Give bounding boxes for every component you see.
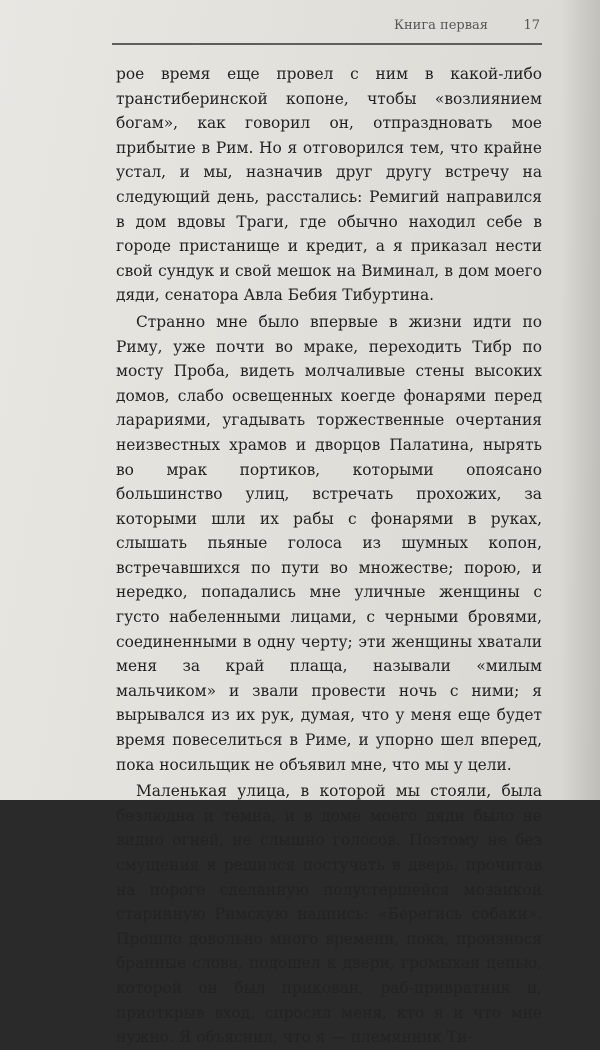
paragraph: рое время еще провел с ним в какой-либо транстиберинской копоне, чтобы «возлиянием богам», как говорил он, отпраздновать мое прибытие в Рим. Но я отговорился тем, что крайне устал, и мы, назначив друг другу встречу на следующий день, расстались: Ремигий направился в дом вдовы Траги, где обычно находил себе в городе пристанище и кредит, а я приказал нести свой сундук и свой мешок на Виминал, в дом моего дяди, сенатора Авла Бебия Тибуртина. bbox=[116, 65, 542, 305]
running-header bbox=[112, 14, 542, 44]
paragraph: Маленькая улица, в которой мы стояли, была безлюдна и темна, и в доме моего дяди было не видно огней, не слышно голосов. Поэтому не без смущения я решился постучать в дверь, прочитав на пороге сделанную полустершейся мозаикой старинную Римскую надпись: «Берегись собаки». Прошло довольно много времени, пока, произнося бранные слова, подошел к двери, громыхая цепью, которой он был прикован, раб-привратник и, приоткрыв вход, спросил меня, кто я и что мне нужно. Я объяснил, что я — племянник Ти- bbox=[116, 782, 542, 1047]
paragraph: Странно мне было впервые в жизни идти по Риму, уже почти во мраке, переходить Тибр по мосту Проба, видеть молчаливые стены высоких домов, слабо освещенных коегде фонарями перед ларариями, угадывать торжественные очертания неизвестных храмов и дворцов Палатина, нырять во мрак портиков, которыми опоясано большинство улиц, встречать прохожих, за которыми шли их рабы с фонарями в руках, слышать пьяные голоса из шумных копон, встречавшихся по пути во множестве; порою, и нередко, попадались мне уличные женщины с густо набеленными лицами, с черными бровями, соединенными в одну черту; эти женщины хватали меня за край плаща, называли «милым мальчиком» и звали провести ночь с ними; я вырывался из их рук, думая, что у меня еще будет время повеселиться в Риме, и упорно шел вперед, пока носильщик не объявил мне, что мы у цели. bbox=[116, 312, 542, 774]
page-shadow bbox=[560, 0, 600, 800]
header-rule bbox=[112, 43, 542, 45]
chapter-title: Книга первая bbox=[393, 18, 488, 33]
page-number: 17 bbox=[523, 18, 540, 33]
body-text bbox=[116, 62, 542, 1050]
